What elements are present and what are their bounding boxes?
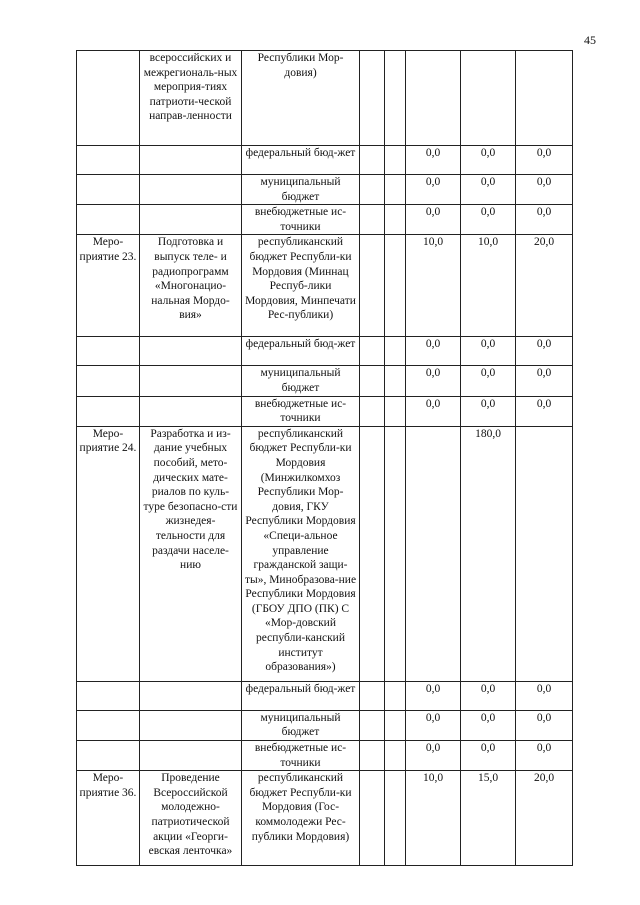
amount-cell-2: 15,0 bbox=[461, 771, 516, 866]
empty-cell bbox=[385, 396, 406, 426]
empty-cell bbox=[360, 771, 385, 866]
empty-cell bbox=[385, 740, 406, 770]
funding-source-cell: муниципальный бюджет bbox=[242, 366, 360, 396]
amount-cell-1: 0,0 bbox=[406, 175, 461, 205]
funding-source-cell: внебюджетные ис-точники bbox=[242, 740, 360, 770]
empty-cell bbox=[360, 146, 385, 175]
table-row bbox=[77, 740, 573, 770]
amount-cell-2: 180,0 bbox=[461, 426, 516, 681]
amount-cell-1 bbox=[406, 51, 461, 146]
funding-source-cell: федеральный бюд-жет bbox=[242, 337, 360, 366]
amount-cell-3: 0,0 bbox=[516, 710, 573, 740]
amount-cell-2: 10,0 bbox=[461, 235, 516, 337]
amount-cell-3: 0,0 bbox=[516, 740, 573, 770]
empty-cell bbox=[385, 337, 406, 366]
empty-cell bbox=[360, 681, 385, 710]
table-row bbox=[77, 396, 573, 426]
amount-cell-2: 0,0 bbox=[461, 710, 516, 740]
activity-description-cell bbox=[140, 740, 242, 770]
amount-cell-3: 20,0 bbox=[516, 235, 573, 337]
amount-cell-3: 0,0 bbox=[516, 681, 573, 710]
empty-cell bbox=[360, 740, 385, 770]
activity-id-cell bbox=[77, 710, 140, 740]
activity-id-cell bbox=[77, 740, 140, 770]
table-row bbox=[77, 366, 573, 396]
amount-cell-1: 0,0 bbox=[406, 366, 461, 396]
activity-id-cell: Меро-приятие 36. bbox=[77, 771, 140, 866]
amount-cell-3: 0,0 bbox=[516, 205, 573, 235]
empty-cell bbox=[360, 235, 385, 337]
amount-cell-2: 0,0 bbox=[461, 337, 516, 366]
amount-cell-2: 0,0 bbox=[461, 740, 516, 770]
activity-id-cell: Меро-приятие 23. bbox=[77, 235, 140, 337]
table-row bbox=[77, 205, 573, 235]
amount-cell-1: 0,0 bbox=[406, 146, 461, 175]
table-row bbox=[77, 337, 573, 366]
empty-cell bbox=[360, 51, 385, 146]
amount-cell-1: 0,0 bbox=[406, 681, 461, 710]
page-number: 45 bbox=[584, 33, 596, 47]
amount-cell-2: 0,0 bbox=[461, 205, 516, 235]
funding-source-cell: федеральный бюд-жет bbox=[242, 681, 360, 710]
empty-cell bbox=[385, 681, 406, 710]
funding-source-cell: муниципальный бюджет bbox=[242, 710, 360, 740]
amount-cell-1: 0,0 bbox=[406, 337, 461, 366]
amount-cell-1: 10,0 bbox=[406, 235, 461, 337]
activity-description-cell: Подготовка и выпуск теле- и радиопрограмм «Многонацио-нальная Мордо-вия» bbox=[140, 235, 242, 337]
amount-cell-1: 0,0 bbox=[406, 205, 461, 235]
amount-cell-2: 0,0 bbox=[461, 396, 516, 426]
activity-description-cell: Проведение Всероссийской молодежно-патриотической акции «Георги-евская ленточка» bbox=[140, 771, 242, 866]
amount-cell-3: 0,0 bbox=[516, 337, 573, 366]
empty-cell bbox=[360, 396, 385, 426]
activity-description-cell: Разработка и из-дание учебных пособий, мето-дических мате-риалов по куль-туре безопасно-сти жизнедея-тельности для раздачи населе-нию bbox=[140, 426, 242, 681]
empty-cell bbox=[385, 51, 406, 146]
amount-cell-3: 20,0 bbox=[516, 771, 573, 866]
activity-description-cell bbox=[140, 175, 242, 205]
budget-table bbox=[76, 50, 573, 866]
activity-id-cell bbox=[77, 366, 140, 396]
activity-description-cell bbox=[140, 337, 242, 366]
amount-cell-3: 0,0 bbox=[516, 366, 573, 396]
amount-cell-3: 0,0 bbox=[516, 146, 573, 175]
empty-cell bbox=[360, 366, 385, 396]
activity-id-cell bbox=[77, 681, 140, 710]
activity-id-cell: Меро-приятие 24. bbox=[77, 426, 140, 681]
activity-id-cell bbox=[77, 205, 140, 235]
empty-cell bbox=[385, 426, 406, 681]
activity-description-cell bbox=[140, 366, 242, 396]
funding-source-cell: Республики Мор-довия) bbox=[242, 51, 360, 146]
funding-source-cell: внебюджетные ис-точники bbox=[242, 396, 360, 426]
activity-description-cell: всероссийских и межрегиональ-ных мероприя-тиях патриоти-ческой направ-ленности bbox=[140, 51, 242, 146]
empty-cell bbox=[385, 146, 406, 175]
funding-source-cell: федеральный бюд-жет bbox=[242, 146, 360, 175]
empty-cell bbox=[385, 771, 406, 866]
table-row bbox=[77, 681, 573, 710]
activity-description-cell bbox=[140, 205, 242, 235]
amount-cell-2: 0,0 bbox=[461, 366, 516, 396]
empty-cell bbox=[385, 205, 406, 235]
amount-cell-1: 0,0 bbox=[406, 740, 461, 770]
empty-cell bbox=[360, 205, 385, 235]
table-row bbox=[77, 146, 573, 175]
activity-id-cell bbox=[77, 175, 140, 205]
empty-cell bbox=[360, 337, 385, 366]
activity-description-cell bbox=[140, 146, 242, 175]
funding-source-cell: республиканский бюджет Республи-ки Мордовия (Миннац Респуб-лики Мордовия, Минпечати Рес-публики) bbox=[242, 235, 360, 337]
table-row bbox=[77, 175, 573, 205]
table-row bbox=[77, 235, 573, 337]
table-row bbox=[77, 710, 573, 740]
amount-cell-3 bbox=[516, 51, 573, 146]
table-row bbox=[77, 51, 573, 146]
table-row bbox=[77, 771, 573, 866]
amount-cell-2 bbox=[461, 51, 516, 146]
activity-description-cell bbox=[140, 710, 242, 740]
empty-cell bbox=[360, 710, 385, 740]
funding-source-cell: муниципальный бюджет bbox=[242, 175, 360, 205]
activity-id-cell bbox=[77, 396, 140, 426]
amount-cell-1: 0,0 bbox=[406, 710, 461, 740]
empty-cell bbox=[385, 235, 406, 337]
amount-cell-1: 0,0 bbox=[406, 396, 461, 426]
activity-id-cell bbox=[77, 146, 140, 175]
amount-cell-1 bbox=[406, 426, 461, 681]
empty-cell bbox=[360, 175, 385, 205]
table-row bbox=[77, 426, 573, 681]
empty-cell bbox=[385, 175, 406, 205]
amount-cell-3 bbox=[516, 426, 573, 681]
activity-description-cell bbox=[140, 681, 242, 710]
funding-source-cell: республиканский бюджет Республи-ки Мордовия (Минжилкомхоз Республики Мор-довия, ГКУ Республики Мордовия «Специ-альное управление гражданской защи-ты», Минобразова-ние Республики Мордовия (ГБОУ ДПО (ПК) С «Мор-довский республи-канский институт образования») bbox=[242, 426, 360, 681]
activity-description-cell bbox=[140, 396, 242, 426]
empty-cell bbox=[360, 426, 385, 681]
funding-source-cell: республиканский бюджет Республи-ки Мордовия (Гос-коммолодежи Рес-публики Мордовия) bbox=[242, 771, 360, 866]
amount-cell-2: 0,0 bbox=[461, 681, 516, 710]
amount-cell-2: 0,0 bbox=[461, 175, 516, 205]
amount-cell-3: 0,0 bbox=[516, 396, 573, 426]
empty-cell bbox=[385, 710, 406, 740]
activity-id-cell bbox=[77, 337, 140, 366]
amount-cell-3: 0,0 bbox=[516, 175, 573, 205]
amount-cell-1: 10,0 bbox=[406, 771, 461, 866]
activity-id-cell bbox=[77, 51, 140, 146]
amount-cell-2: 0,0 bbox=[461, 146, 516, 175]
funding-source-cell: внебюджетные ис-точники bbox=[242, 205, 360, 235]
empty-cell bbox=[385, 366, 406, 396]
